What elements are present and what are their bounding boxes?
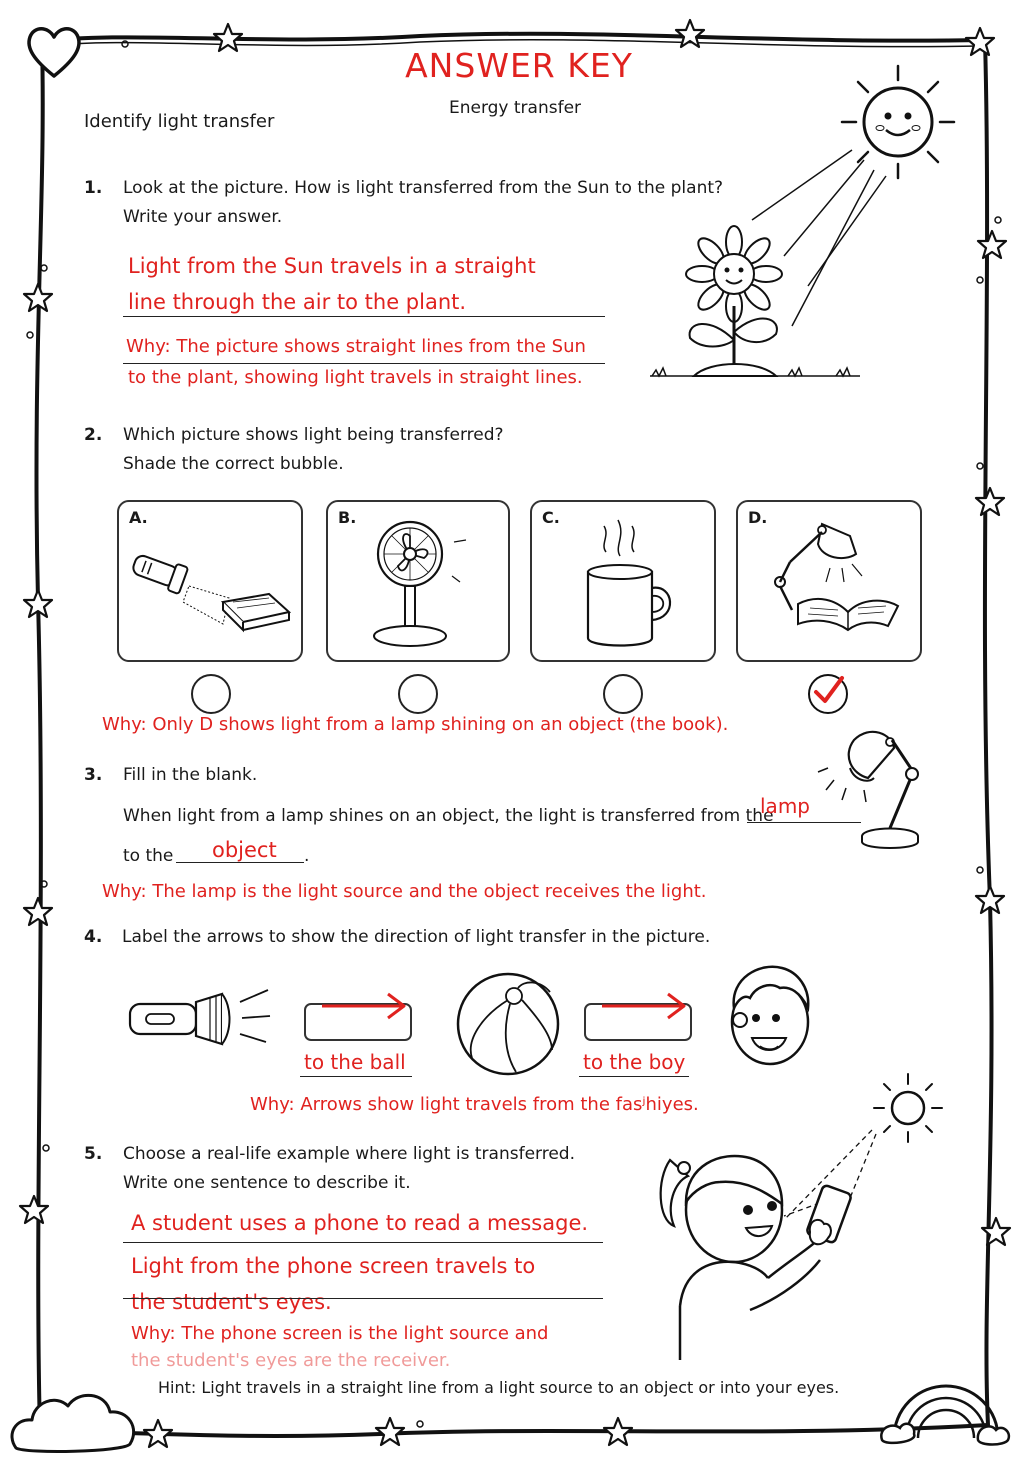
fan-icon <box>328 502 508 660</box>
q1-prompt: Look at the picture. How is light transferred from the Sun to the plant? <box>123 178 724 198</box>
topic-label: Identify light transfer <box>84 111 275 132</box>
beach-ball-icon <box>452 966 572 1086</box>
q3-period: . <box>304 846 310 866</box>
q5-prompt: Choose a real-life example where light is transferred. <box>123 1144 575 1164</box>
q1-why-underline <box>123 363 605 364</box>
q5-why-line1: Why: The phone screen is the light source and <box>131 1323 549 1344</box>
desk-lamp-icon <box>812 718 932 858</box>
q3-blank2-line <box>176 862 304 863</box>
q2-option-d-label: D. <box>748 508 768 527</box>
q2-instruction: Shade the correct bubble. <box>123 454 344 474</box>
q4-why: Why: Arrows show light travels from the fasʲhiyes. <box>250 1094 699 1115</box>
q5-answer-line1[interactable]: A student uses a phone to read a message. <box>131 1211 589 1235</box>
q4-label-1[interactable]: to the ball <box>304 1050 406 1074</box>
q2-bubble-c[interactable] <box>603 674 643 714</box>
page-subtitle: Energy transfer <box>448 98 582 118</box>
q3-sentence: When light from a lamp shines on an object, the light is transferred from the <box>123 806 774 826</box>
q5-instruction: Write one sentence to describe it. <box>123 1173 411 1193</box>
q1-why-line2: to the plant, showing light travels in straight lines. <box>128 367 583 388</box>
q3-blank2-answer[interactable]: object <box>212 838 277 862</box>
q4-label-2-line <box>579 1076 689 1077</box>
q4-label-2[interactable]: to the boy <box>583 1050 686 1074</box>
q1-answer-line2[interactable]: line through the air to the plant. <box>128 290 467 314</box>
q2-option-d[interactable] <box>736 500 922 662</box>
q2-option-a[interactable] <box>117 500 303 662</box>
q2-bubble-a[interactable] <box>191 674 231 714</box>
q5-why-line2: the student's eyes are the receiver. <box>131 1350 451 1371</box>
checkmark-icon <box>808 672 848 712</box>
q2-option-c[interactable] <box>530 500 716 662</box>
q4-label-1-line <box>300 1076 412 1077</box>
q2-option-b-label: B. <box>338 508 357 527</box>
flashlight-icon <box>126 986 276 1056</box>
q2-bubble-d[interactable] <box>808 674 848 714</box>
right-arrow-icon <box>320 990 420 1020</box>
lamp-book-icon <box>738 502 920 660</box>
q3-prompt: Fill in the blank. <box>123 765 258 785</box>
sun-icon <box>868 1068 948 1148</box>
hint-text: Hint: Light travels in a straight line from a light source to an object or into your eyes. <box>158 1378 840 1397</box>
q4-number: 4. <box>84 927 103 947</box>
q5-answer-underline1 <box>123 1242 603 1243</box>
q1-answer-underline <box>123 316 605 317</box>
q5-answer-underline2 <box>123 1298 603 1299</box>
q2-option-a-label: A. <box>129 508 148 527</box>
rainbow-icon <box>880 1368 1010 1448</box>
q3-sentence-end: to the <box>123 846 174 866</box>
boy-face-icon <box>720 958 820 1078</box>
q2-option-b[interactable] <box>326 500 510 662</box>
q2-number: 2. <box>84 425 103 445</box>
q2-option-c-label: C. <box>542 508 560 527</box>
q2-why: Why: Only D shows light from a lamp shining on an object (the book). <box>102 714 729 735</box>
page-title: ANSWER KEY <box>405 46 633 85</box>
q1-instruction: Write your answer. <box>123 207 283 227</box>
q1-number: 1. <box>84 178 103 198</box>
q5-number: 5. <box>84 1144 103 1164</box>
girl-phone-icon <box>650 1110 880 1370</box>
right-arrow-icon <box>600 990 700 1020</box>
flashlight-book-icon <box>119 502 301 660</box>
hot-mug-icon <box>532 502 714 660</box>
q1-why-line1: Why: The picture shows straight lines from the Sun <box>126 336 586 357</box>
q4-prompt: Label the arrows to show the direction of light transfer in the picture. <box>122 927 711 947</box>
sunflower-icon <box>640 220 870 400</box>
q3-number: 3. <box>84 765 103 785</box>
q2-prompt: Which picture shows light being transferred? <box>123 425 504 445</box>
q5-answer-line2[interactable]: Light from the phone screen travels to <box>131 1254 536 1278</box>
q3-blank1-answer[interactable]: lamp <box>760 794 810 818</box>
q3-why: Why: The lamp is the light source and the object receives the light. <box>102 881 707 902</box>
q5-answer-line3[interactable]: the student's eyes. <box>131 1290 332 1314</box>
cloud-icon <box>6 1378 146 1458</box>
q1-answer-line1[interactable]: Light from the Sun travels in a straight <box>128 254 536 278</box>
q2-bubble-b[interactable] <box>398 674 438 714</box>
